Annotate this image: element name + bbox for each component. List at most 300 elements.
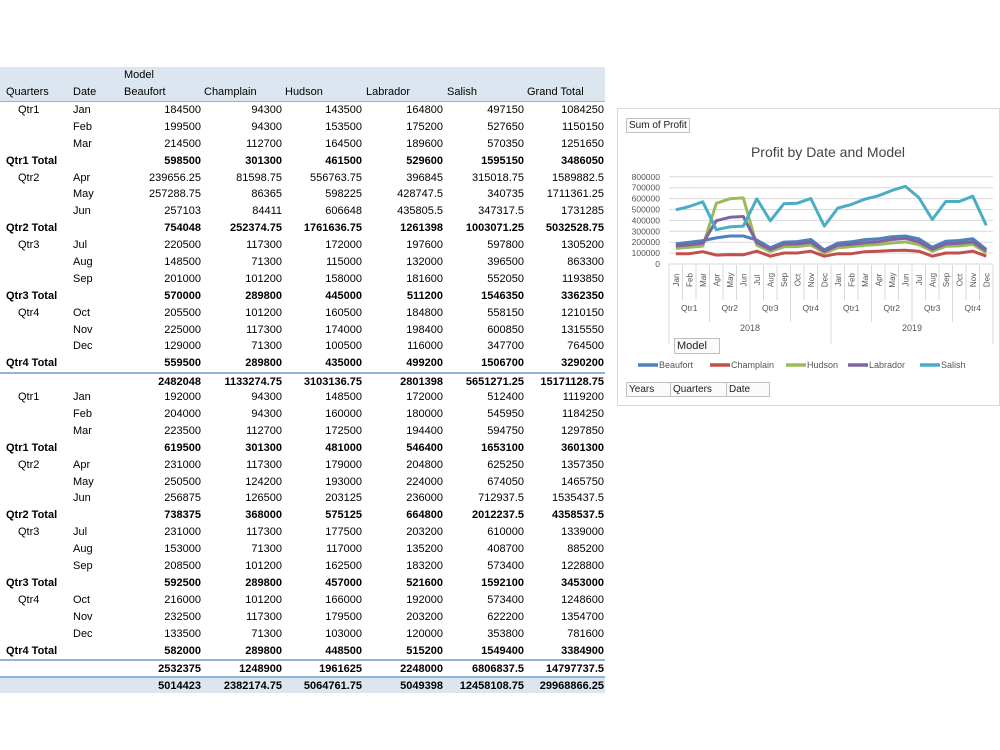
cell-value: 153500 [325, 120, 362, 133]
cell-value: 2382174.75 [223, 680, 282, 693]
cell-value: 14797737.5 [545, 663, 604, 676]
cell-value: 1184250 [561, 408, 604, 421]
row-label-date[interactable]: Apr [73, 458, 91, 471]
y-tick-label: 0 [655, 259, 660, 269]
x-tick-month: Dec [982, 272, 992, 288]
row-label-date[interactable]: Feb [73, 408, 92, 421]
cell-value: 1084250 [561, 104, 604, 116]
row-label-quarter[interactable]: Qtr1 Total [6, 441, 58, 454]
cell-value: 71300 [251, 627, 282, 640]
cell-value: 203200 [406, 610, 443, 623]
col-header-grand-total: Grand Total [527, 86, 584, 98]
cell-value: 552050 [487, 272, 524, 285]
cell-value: 435805.5 [397, 205, 443, 218]
cell-value: 1248600 [561, 593, 604, 606]
cell-value: 481000 [325, 441, 362, 454]
x-tick-month: Nov [806, 272, 816, 288]
row-label-quarter[interactable]: Qtr4 [18, 593, 40, 606]
row-label-date[interactable]: Oct [73, 593, 91, 606]
cell-value: 180000 [406, 408, 443, 421]
month-row [0, 457, 605, 474]
month-row [0, 119, 605, 136]
cell-value: 158000 [325, 272, 362, 285]
month-row [0, 490, 605, 507]
cell-value: 133500 [164, 627, 201, 640]
cell-value: 396500 [487, 256, 524, 269]
cell-value: 1193850 [561, 272, 604, 285]
pivot-header [0, 67, 605, 102]
cell-value: 445000 [325, 289, 362, 302]
cell-value: 153000 [164, 543, 201, 556]
cell-value: 573400 [487, 560, 524, 573]
x-tick-month: Jun [739, 273, 749, 287]
cell-value: 546400 [406, 441, 443, 454]
cell-value: 81598.75 [236, 171, 282, 184]
cell-value: 231000 [164, 526, 201, 539]
x-tick-month: Mar [698, 273, 708, 287]
cell-value: 5651271.25 [465, 376, 524, 389]
cell-value: 194400 [406, 424, 443, 437]
cell-value: 181600 [406, 272, 443, 285]
col-header-beaufort: Beaufort [124, 86, 166, 98]
cell-value: 764500 [567, 340, 604, 353]
x-tick-month: Jan [833, 273, 843, 287]
cell-value: 71300 [251, 256, 282, 269]
cell-value: 197600 [406, 239, 443, 252]
cell-value: 301300 [245, 154, 282, 167]
cell-value: 112700 [246, 137, 282, 150]
cell-value: 3103136.75 [303, 376, 362, 389]
cell-value: 224000 [406, 475, 443, 488]
legend-field-button[interactable]: Model [674, 338, 720, 354]
cell-value: 1465750 [561, 475, 604, 488]
y-tick-label: 400000 [631, 215, 660, 226]
cell-value: 203125 [325, 492, 362, 505]
legend-label: Champlain [731, 360, 775, 370]
x-tick-month: Nov [968, 272, 978, 288]
row-label-date[interactable]: Jul [73, 239, 88, 252]
row-label-quarter[interactable]: Qtr3 [18, 239, 40, 252]
cell-value: 94300 [251, 104, 282, 116]
cell-value: 1003071.25 [465, 222, 524, 235]
cell-value: 408700 [487, 543, 524, 556]
row-label-quarter[interactable]: Qtr3 Total [6, 289, 58, 302]
cell-value: 112700 [246, 424, 282, 437]
cell-value: 1592100 [481, 576, 524, 589]
cell-value: 435000 [325, 357, 362, 370]
month-row [0, 271, 605, 288]
cell-value: 256875 [164, 492, 201, 505]
cell-value: 214500 [164, 137, 201, 150]
legend-label: Hudson [807, 360, 839, 370]
row-label-date[interactable]: Aug [73, 256, 93, 269]
cell-value: 252374.75 [230, 222, 282, 235]
row-label-date[interactable]: May [73, 188, 94, 201]
month-row [0, 524, 605, 541]
y-tick-label: 200000 [631, 237, 660, 248]
cell-value: 558150 [487, 306, 524, 319]
row-label-date[interactable]: Oct [73, 306, 91, 319]
cell-value: 1711361.25 [546, 188, 604, 201]
cell-value: 1305200 [561, 239, 604, 252]
col-header-salish: Salish [447, 86, 477, 98]
cell-value: 1761636.75 [303, 222, 362, 235]
cell-value: 160500 [325, 306, 362, 319]
cell-value: 201000 [164, 272, 201, 285]
cell-value: 100500 [325, 340, 362, 353]
month-row [0, 389, 605, 406]
month-row [0, 423, 605, 440]
cell-value: 754048 [164, 222, 201, 235]
x-tick-month: Oct [793, 273, 803, 287]
month-row [0, 186, 605, 203]
col-header-hudson: Hudson [285, 86, 323, 98]
quarter-total-row [0, 355, 605, 372]
cell-value: 594750 [487, 424, 524, 437]
cell-value: 148500 [164, 256, 201, 269]
row-label-date[interactable]: Jun [73, 205, 91, 218]
row-label-date[interactable]: Apr [73, 171, 91, 184]
row-label-date[interactable]: Dec [73, 340, 93, 353]
month-row [0, 474, 605, 491]
cell-value: 4358537.5 [552, 509, 604, 522]
model-label[interactable]: Model [124, 69, 154, 81]
cell-value: 101200 [245, 560, 282, 573]
cell-value: 2532375 [158, 663, 201, 676]
cell-value: 2248000 [400, 663, 443, 676]
cell-value: 15171128.75 [540, 376, 604, 389]
y-tick-label: 700000 [631, 182, 660, 193]
cell-value: 600850 [487, 323, 524, 336]
cell-value: 166000 [325, 593, 362, 606]
cell-value: 289800 [245, 576, 282, 589]
cell-value: 353800 [487, 627, 524, 640]
cell-value: 179500 [325, 610, 362, 623]
cell-value: 117000 [326, 543, 362, 556]
x-tick-month: Aug [928, 272, 938, 288]
row-label-quarter[interactable]: Qtr1 [18, 104, 40, 116]
month-row [0, 170, 605, 187]
cell-value: 231000 [164, 458, 201, 471]
cell-value: 1150150 [561, 120, 604, 133]
cell-value: 1549400 [481, 644, 524, 657]
cell-value: 172000 [325, 239, 362, 252]
x-tick-month: Feb [685, 273, 695, 287]
cell-value: 1731285 [561, 205, 604, 218]
cell-value: 885200 [567, 543, 604, 556]
x-tick-month: Jan [671, 273, 681, 287]
cell-value: 126500 [245, 492, 282, 505]
cell-value: 396845 [406, 171, 443, 184]
x-tick-quarter: Qtr4 [802, 303, 820, 313]
cell-value: 179000 [325, 458, 362, 471]
month-row [0, 338, 605, 355]
axis-field-years[interactable]: Years [626, 382, 672, 397]
x-tick-month: Aug [766, 272, 776, 288]
cell-value: 1261398 [400, 222, 443, 235]
cell-value: 101200 [245, 593, 282, 606]
pivot-rows [0, 102, 605, 693]
row-label-date[interactable]: Jan [73, 104, 91, 116]
cell-value: 1251650 [561, 137, 604, 150]
cell-value: 1228800 [561, 560, 604, 573]
row-label-quarter[interactable]: Qtr3 [18, 526, 40, 539]
axis-field-quarters[interactable]: Quarters [670, 382, 728, 397]
cell-value: 184800 [406, 306, 443, 319]
cell-value: 174000 [325, 323, 362, 336]
cell-value: 3290200 [561, 357, 604, 370]
x-tick-month: Jul [752, 274, 762, 286]
col-header-date[interactable]: Date [73, 86, 97, 98]
row-label-quarter[interactable]: Qtr2 Total [6, 509, 58, 522]
cell-value: 71300 [251, 543, 282, 556]
row-label-quarter[interactable]: Qtr4 [18, 306, 40, 319]
cell-value: 1595150 [481, 154, 524, 167]
row-label-date[interactable]: Jul [73, 526, 88, 539]
cell-value: 570350 [487, 137, 524, 150]
quarter-total-row [0, 643, 605, 660]
month-row [0, 626, 605, 643]
series-line-salish [676, 186, 987, 229]
y-tick-label: 800000 [631, 171, 660, 182]
cell-value: 781600 [567, 627, 604, 640]
month-row [0, 237, 605, 254]
cell-value: 499200 [406, 357, 443, 370]
cell-value: 204000 [164, 408, 201, 421]
quarter-total-row [0, 575, 605, 592]
row-label-date[interactable]: Sep [73, 560, 93, 573]
cell-value: 598225 [325, 188, 362, 201]
cell-value: 573400 [487, 593, 524, 606]
row-label-quarter[interactable]: Qtr1 [18, 391, 40, 404]
x-tick-quarter: Qtr1 [680, 303, 698, 313]
cell-value: 3384900 [561, 644, 604, 657]
row-label-date[interactable]: Mar [73, 137, 92, 150]
y-tick-label: 600000 [631, 193, 660, 204]
cell-value: 301300 [245, 441, 282, 454]
cell-value: 1339000 [561, 526, 604, 539]
cell-value: 597800 [487, 239, 524, 252]
cell-value: 625250 [487, 458, 524, 471]
cell-value: 117300 [246, 610, 282, 623]
cell-value: 545950 [487, 408, 524, 421]
cell-value: 511200 [406, 289, 443, 302]
quarter-total-row [0, 288, 605, 305]
year-total-row [0, 372, 605, 389]
row-label-quarter[interactable]: Qtr2 [18, 171, 40, 184]
cell-value: 162500 [325, 560, 362, 573]
cell-value: 160000 [325, 408, 362, 421]
cell-value: 1297850 [561, 424, 604, 437]
cell-value: 606648 [325, 205, 362, 218]
cell-value: 1133274.75 [224, 376, 282, 389]
row-label-quarter[interactable]: Qtr3 Total [6, 576, 58, 589]
cell-value: 289800 [245, 357, 282, 370]
year-total-row [0, 659, 605, 676]
cell-value: 2482048 [158, 376, 201, 389]
cell-value: 1119200 [562, 391, 604, 404]
cell-value: 116000 [407, 340, 443, 353]
month-row [0, 609, 605, 626]
cell-value: 250500 [164, 475, 201, 488]
cell-value: 117300 [246, 323, 282, 336]
value-field-button[interactable]: Sum of Profit [626, 118, 690, 133]
cell-value: 192000 [164, 391, 201, 404]
cell-value: 5014423 [158, 680, 201, 693]
cell-value: 1506700 [481, 357, 524, 370]
y-tick-label: 300000 [631, 226, 660, 237]
cell-value: 515200 [406, 644, 443, 657]
cell-value: 84411 [252, 205, 282, 218]
cell-value: 29968866.25 [539, 680, 604, 693]
cell-value: 223500 [164, 424, 201, 437]
cell-value: 2012237.5 [472, 509, 524, 522]
cell-value: 192000 [406, 593, 443, 606]
row-label-date[interactable]: Jun [73, 492, 91, 505]
cell-value: 129000 [164, 340, 201, 353]
cell-value: 1354700 [561, 610, 604, 623]
quarter-total-row [0, 153, 605, 170]
cell-value: 216000 [164, 593, 201, 606]
cell-value: 664800 [406, 509, 443, 522]
cell-value: 232500 [164, 610, 201, 623]
cell-value: 582000 [164, 644, 201, 657]
cell-value: 863300 [567, 256, 604, 269]
cell-value: 1357350 [561, 458, 604, 471]
cell-value: 1653100 [481, 441, 524, 454]
cell-value: 3601300 [561, 441, 604, 454]
quarter-total-row [0, 507, 605, 524]
row-label-date[interactable]: Jan [73, 391, 91, 404]
cell-value: 368000 [245, 509, 282, 522]
cell-value: 120000 [406, 627, 443, 640]
cell-value: 135200 [406, 543, 443, 556]
cell-value: 527650 [487, 120, 524, 133]
cell-value: 738375 [164, 509, 201, 522]
cell-value: 592500 [164, 576, 201, 589]
cell-value: 203200 [406, 526, 443, 539]
cell-value: 115000 [326, 256, 362, 269]
cell-value: 5032528.75 [545, 222, 604, 235]
row-label-date[interactable]: Mar [73, 424, 92, 437]
month-row [0, 305, 605, 322]
row-label-date[interactable]: Feb [73, 120, 92, 133]
cell-value: 94300 [251, 391, 282, 404]
x-tick-month: Jul [914, 274, 924, 286]
cell-value: 622200 [487, 610, 524, 623]
cell-value: 94300 [251, 408, 282, 421]
month-row [0, 254, 605, 271]
x-tick-month: Sep [779, 272, 789, 288]
x-tick-month: Apr [712, 273, 722, 287]
x-tick-quarter: Qtr1 [842, 303, 860, 313]
cell-value: 86365 [251, 188, 282, 201]
x-tick-quarter: Qtr4 [964, 303, 982, 313]
cell-value: 347700 [487, 340, 524, 353]
row-label-date[interactable]: Dec [73, 627, 93, 640]
cell-value: 570000 [164, 289, 201, 302]
cell-value: 225000 [164, 323, 201, 336]
cell-value: 143500 [325, 104, 362, 116]
legend-label: Labrador [869, 360, 906, 370]
row-label-quarter[interactable]: Qtr1 Total [6, 154, 58, 167]
cell-value: 12458108.75 [459, 680, 524, 693]
cell-value: 559500 [164, 357, 201, 370]
cell-value: 428747.5 [397, 188, 443, 201]
row-label-quarter[interactable]: Qtr2 [18, 458, 40, 471]
y-tick-label: 500000 [631, 204, 660, 215]
cell-value: 175200 [406, 120, 443, 133]
cell-value: 1546350 [481, 289, 524, 302]
month-row [0, 406, 605, 423]
col-header-quarters[interactable]: Quarters [6, 86, 49, 98]
cell-value: 164500 [325, 137, 362, 150]
cell-value: 1535437.5 [552, 492, 604, 505]
cell-value: 184500 [164, 104, 201, 116]
cell-value: 117300 [246, 526, 282, 539]
cell-value: 177500 [325, 526, 362, 539]
row-label-date[interactable]: May [73, 475, 94, 488]
cell-value: 239656.25 [149, 171, 201, 184]
x-tick-month: Jun [901, 273, 911, 287]
quarter-total-row [0, 220, 605, 237]
row-label-date[interactable]: Sep [73, 272, 93, 285]
col-header-champlain: Champlain [204, 86, 257, 98]
month-row [0, 203, 605, 220]
month-row [0, 102, 605, 119]
cell-value: 556763.75 [310, 171, 362, 184]
row-label-quarter[interactable]: Qtr4 Total [6, 644, 58, 657]
cell-value: 189600 [406, 137, 443, 150]
cell-value: 220500 [164, 239, 201, 252]
cell-value: 529600 [406, 154, 443, 167]
row-label-date[interactable]: Nov [73, 610, 93, 623]
x-tick-month: Feb [847, 273, 857, 287]
x-tick-quarter: Qtr3 [923, 303, 941, 313]
cell-value: 457000 [325, 576, 362, 589]
cell-value: 257103 [164, 205, 201, 218]
cell-value: 347317.5 [478, 205, 524, 218]
cell-value: 5064761.75 [303, 680, 362, 693]
month-row [0, 322, 605, 339]
cell-value: 3453000 [561, 576, 604, 589]
cell-value: 448500 [325, 644, 362, 657]
cell-value: 183200 [406, 560, 443, 573]
x-tick-month: Oct [955, 273, 965, 287]
x-tick-month: May [725, 272, 735, 288]
cell-value: 1589882.5 [552, 171, 604, 184]
cell-value: 101200 [245, 272, 282, 285]
cell-value: 117300 [246, 239, 282, 252]
month-row [0, 136, 605, 153]
row-label-quarter[interactable]: Qtr2 Total [6, 222, 58, 235]
x-tick-quarter: Qtr2 [883, 303, 901, 313]
cell-value: 148500 [325, 391, 362, 404]
cell-value: 204800 [406, 458, 443, 471]
cell-value: 103000 [325, 627, 362, 640]
chart-title: Profit by Date and Model [750, 144, 906, 160]
cell-value: 164800 [406, 104, 443, 116]
row-label-quarter[interactable]: Qtr4 Total [6, 357, 58, 370]
pivot-chart[interactable] [617, 108, 1000, 406]
row-label-date[interactable]: Aug [73, 543, 93, 556]
axis-field-date[interactable]: Date [726, 382, 770, 397]
x-tick-month: May [887, 272, 897, 288]
legend-label: Salish [941, 360, 966, 370]
row-label-date[interactable]: Nov [73, 323, 93, 336]
cell-value: 5049398 [400, 680, 443, 693]
cell-value: 497150 [487, 104, 524, 116]
